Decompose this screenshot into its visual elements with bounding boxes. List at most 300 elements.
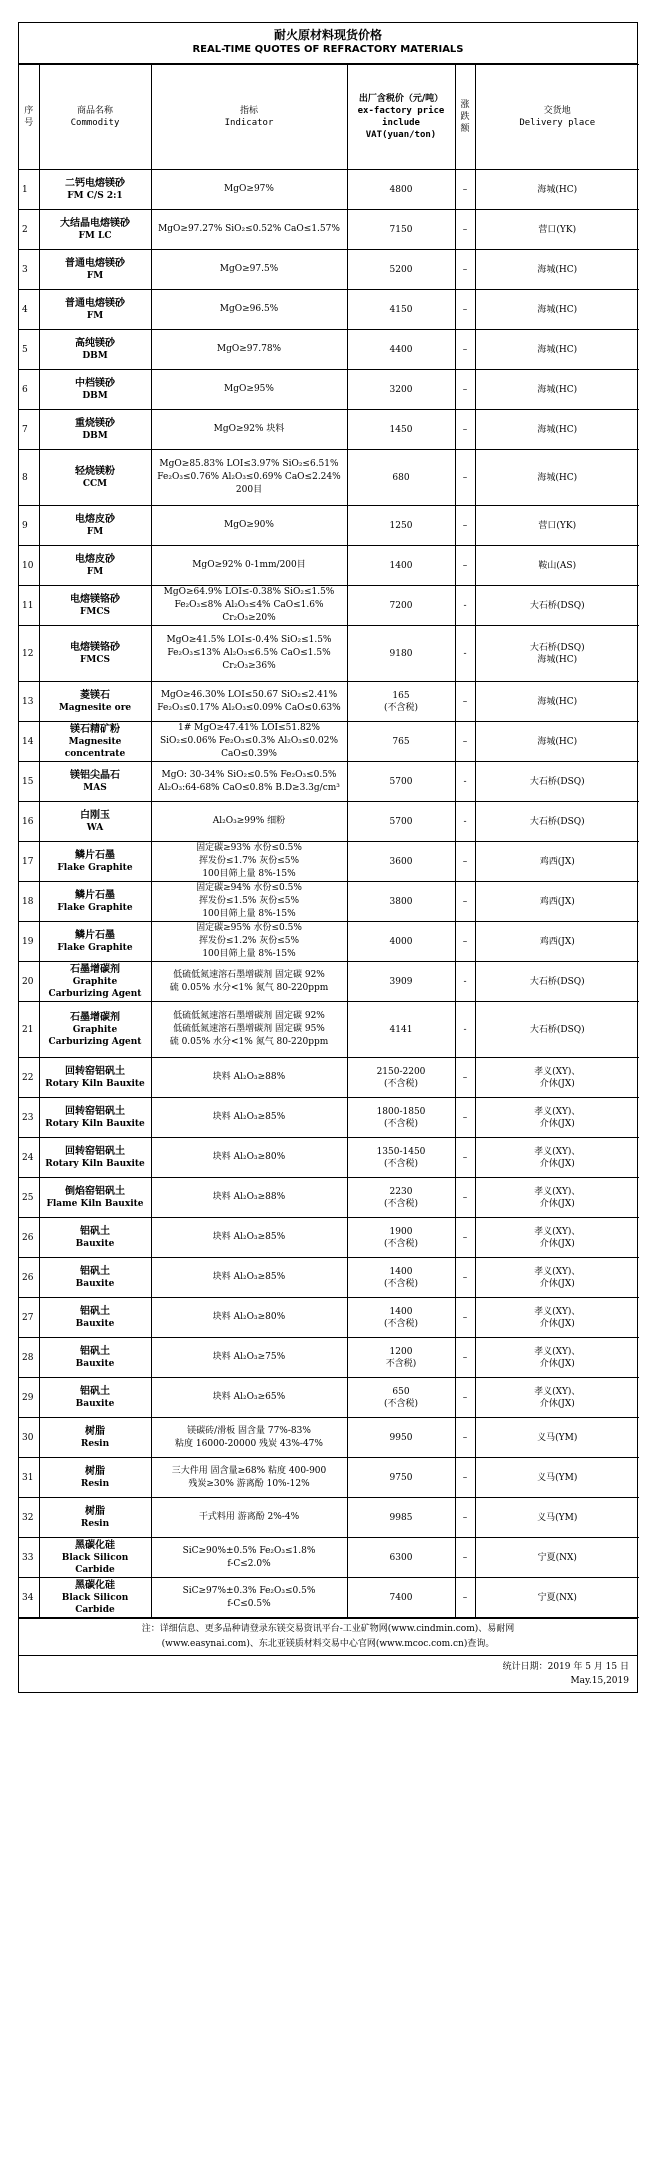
commodity-name-cn: 铝矾土	[80, 1226, 110, 1237]
commodity-name-en: Rotary Kiln Bauxite	[45, 1079, 145, 1089]
change-cell: –	[455, 370, 475, 410]
price-cell: 3600	[347, 842, 455, 882]
table-row	[19, 1218, 639, 1258]
commodity-cell	[39, 1178, 151, 1218]
delivery-cell: 鸡西(JX)	[475, 922, 639, 962]
commodity-name-en: FM	[86, 567, 104, 577]
price-cell: 680	[347, 450, 455, 506]
commodity-name-en: MAS	[83, 783, 107, 793]
commodity-name-cn: 回转窑铝矾土	[65, 1066, 125, 1077]
change-cell: –	[455, 1338, 475, 1378]
table-row	[19, 722, 639, 762]
footnote	[19, 1618, 637, 1655]
commodity-cell	[39, 722, 151, 762]
delivery-cell: 海城(HC)	[475, 370, 639, 410]
header-price-en: ex-factory price include VAT(yuan/ton)	[357, 106, 445, 140]
row-number: 7	[19, 410, 39, 450]
commodity-name-en: Bauxite	[75, 1239, 115, 1249]
change-cell: –	[455, 1298, 475, 1338]
indicator-cell: MgO≥92% 块料	[151, 410, 347, 450]
row-number: 5	[19, 330, 39, 370]
delivery-cell: 大石桥(DSQ)	[475, 586, 639, 626]
indicator-cell: 镁碳砖/滑板 固含量 77%-83% 粘度 16000-20000 残炭 43%-47%	[151, 1418, 347, 1458]
commodity-cell	[39, 1418, 151, 1458]
commodity-name-cn: 回转窑铝矾土	[65, 1146, 125, 1157]
row-number: 16	[19, 802, 39, 842]
commodity-name-en: FMCS	[79, 607, 110, 617]
commodity-cell	[39, 1538, 151, 1578]
commodity-cell	[39, 1458, 151, 1498]
header-seq: 序号	[19, 65, 39, 170]
indicator-cell: Al₂O₃≥99% 细粉	[151, 802, 347, 842]
row-number: 28	[19, 1338, 39, 1378]
delivery-cell: 鸡西(JX)	[475, 882, 639, 922]
table-row	[19, 1578, 639, 1618]
commodity-cell	[39, 506, 151, 546]
commodity-name-en: WA	[86, 823, 104, 833]
change-cell: –	[455, 1578, 475, 1618]
commodity-name-cn: 回转窑铝矾土	[65, 1106, 125, 1117]
indicator-cell: 1# MgO≥47.41% LOI≤51.82% SiO₂≤0.06% Fe₂O₃≤0.3% Al₂O₃≤0.02% CaO≤0.39%	[151, 722, 347, 762]
commodity-name-cn: 大结晶电熔镁砂	[60, 218, 130, 229]
change-cell: –	[455, 1378, 475, 1418]
row-number: 26	[19, 1258, 39, 1298]
row-number: 6	[19, 370, 39, 410]
delivery-cell: 海城(HC)	[475, 682, 639, 722]
table-row	[19, 882, 639, 922]
price-cell: 3200	[347, 370, 455, 410]
row-number: 2	[19, 210, 39, 250]
row-number: 3	[19, 250, 39, 290]
commodity-name-en: Graphite Carburizing Agent	[48, 977, 142, 999]
commodity-name-en: Flame Kiln Bauxite	[46, 1199, 144, 1209]
commodity-name-en: Magnesite concentrate	[64, 737, 126, 759]
footnote-line-1: 注：详细信息、更多品种请登录东镁交易资讯平台-工业矿物网(www.cindmin.com)、易耐网	[141, 1624, 515, 1634]
row-number: 1	[19, 170, 39, 210]
commodity-name-cn: 铝矾土	[80, 1266, 110, 1277]
indicator-cell: MgO≥64.9% LOI≤-0.38% SiO₂≤1.5% Fe₂O₃≤8% Al₂O₃≤4% CaO≤1.6% Cr₂O₃≥20%	[151, 586, 347, 626]
commodity-name-en: DBM	[82, 431, 108, 441]
commodity-name-cn: 铝矾土	[80, 1346, 110, 1357]
delivery-cell: 海城(HC)	[475, 290, 639, 330]
commodity-name-en: Flake Graphite	[57, 943, 133, 953]
commodity-name-en: Resin	[80, 1439, 110, 1449]
commodity-name-cn: 菱镁石	[80, 690, 110, 701]
commodity-name-en: Resin	[80, 1519, 110, 1529]
commodity-cell	[39, 842, 151, 882]
row-number: 31	[19, 1458, 39, 1498]
row-number: 19	[19, 922, 39, 962]
table-row	[19, 506, 639, 546]
table-row	[19, 290, 639, 330]
commodity-cell	[39, 370, 151, 410]
delivery-cell: 孝义(XY)、 介休(JX)	[475, 1058, 639, 1098]
table-row	[19, 626, 639, 682]
indicator-cell: 块料 Al₂O₃≥85%	[151, 1218, 347, 1258]
change-cell: –	[455, 210, 475, 250]
commodity-name-cn: 倒焰窑铝矾土	[65, 1186, 125, 1197]
commodity-cell	[39, 1378, 151, 1418]
commodity-name-en: FM	[86, 311, 104, 321]
header-price-cn: 出厂含税价（元/吨）	[358, 94, 444, 104]
indicator-cell: MgO≥90%	[151, 506, 347, 546]
change-cell: –	[455, 450, 475, 506]
commodity-name-en: Graphite Carburizing Agent	[48, 1025, 142, 1047]
table-row	[19, 1002, 639, 1058]
table-row	[19, 410, 639, 450]
commodity-name-cn: 铝矾土	[80, 1386, 110, 1397]
header-indicator-cn: 指标	[239, 106, 258, 116]
table-row	[19, 1178, 639, 1218]
commodity-name-en: DBM	[82, 351, 108, 361]
indicator-cell: MgO≥97.78%	[151, 330, 347, 370]
commodity-name-en: FM	[86, 527, 104, 537]
price-cell: 6300	[347, 1538, 455, 1578]
price-cell: 1350-1450 (不含税)	[347, 1138, 455, 1178]
commodity-cell	[39, 170, 151, 210]
date-en: May.15,2019	[570, 1676, 629, 1686]
table-row	[19, 762, 639, 802]
indicator-cell: 低硫低氮速溶石墨增碳剂 固定碳 92% 硫 0.05% 水分<1% 氮气 80-220ppm	[151, 962, 347, 1002]
delivery-cell: 营口(YK)	[475, 210, 639, 250]
commodity-cell	[39, 682, 151, 722]
indicator-cell: MgO: 30-34% SiO₂≤0.5% Fe₂O₃≤0.5% Al₂O₃:64-68% CaO≤0.8% B.D≥3.3g/cm³	[151, 762, 347, 802]
change-cell: –	[455, 546, 475, 586]
header-commodity-cn: 商品名称	[76, 106, 113, 116]
price-cell: 4000	[347, 922, 455, 962]
table-row	[19, 1498, 639, 1538]
header-indicator	[151, 65, 347, 170]
commodity-cell	[39, 1338, 151, 1378]
price-sheet	[18, 22, 638, 1693]
commodity-name-en: Bauxite	[75, 1319, 115, 1329]
change-cell: –	[455, 1178, 475, 1218]
price-cell: 4400	[347, 330, 455, 370]
commodity-name-en: Rotary Kiln Bauxite	[45, 1159, 145, 1169]
commodity-name-cn: 树脂	[85, 1506, 105, 1517]
indicator-cell: MgO≥97%	[151, 170, 347, 210]
change-cell: -	[455, 962, 475, 1002]
table-row	[19, 1538, 639, 1578]
indicator-cell: MgO≥46.30% LOI≤50.67 SiO₂≤2.41% Fe₂O₃≤0.17% Al₂O₃≤0.09% CaO≤0.63%	[151, 682, 347, 722]
delivery-cell: 海城(HC)	[475, 722, 639, 762]
row-number: 8	[19, 450, 39, 506]
table-row	[19, 1098, 639, 1138]
change-cell: –	[455, 1258, 475, 1298]
commodity-name-cn: 二钙电熔镁砂	[65, 178, 125, 189]
indicator-cell: 固定碳≥94% 水份≤0.5% 挥发份≤1.5% 灰份≤5% 100目筛上量 8%-15%	[151, 882, 347, 922]
delivery-cell: 大石桥(DSQ)	[475, 962, 639, 1002]
change-cell: -	[455, 762, 475, 802]
delivery-cell: 大石桥(DSQ)	[475, 762, 639, 802]
delivery-cell: 海城(HC)	[475, 330, 639, 370]
delivery-cell: 大石桥(DSQ)	[475, 802, 639, 842]
price-cell: 1200 不含税)	[347, 1338, 455, 1378]
indicator-cell: 块料 Al₂O₃≥80%	[151, 1298, 347, 1338]
table-row	[19, 1298, 639, 1338]
price-cell: 7200	[347, 586, 455, 626]
indicator-cell: 固定碳≥95% 水份≤0.5% 挥发份≤1.2% 灰份≤5% 100目筛上量 8%-15%	[151, 922, 347, 962]
change-cell: –	[455, 842, 475, 882]
delivery-cell: 鸡西(JX)	[475, 842, 639, 882]
commodity-name-cn: 高纯镁砂	[75, 338, 115, 349]
commodity-name-en: FM	[86, 271, 104, 281]
header-indicator-en: Indicator	[224, 118, 274, 128]
change-cell: –	[455, 1058, 475, 1098]
row-number: 20	[19, 962, 39, 1002]
commodity-cell	[39, 802, 151, 842]
header-commodity	[39, 65, 151, 170]
table-body	[19, 170, 639, 1618]
row-number: 4	[19, 290, 39, 330]
row-number: 17	[19, 842, 39, 882]
commodity-name-cn: 电熔皮砂	[75, 514, 115, 525]
commodity-cell	[39, 1138, 151, 1178]
change-cell: –	[455, 290, 475, 330]
header-delivery-cn: 交货地	[543, 106, 571, 116]
commodity-name-cn: 黑碳化硅	[75, 1580, 115, 1591]
commodity-cell	[39, 1258, 151, 1298]
row-number: 25	[19, 1178, 39, 1218]
commodity-name-cn: 树脂	[85, 1466, 105, 1477]
commodity-name-en: Black Silicon Carbide	[61, 1553, 129, 1575]
price-cell: 4150	[347, 290, 455, 330]
delivery-cell: 孝义(XY)、 介休(JX)	[475, 1138, 639, 1178]
table-row	[19, 450, 639, 506]
commodity-cell	[39, 1218, 151, 1258]
statistics-date	[19, 1655, 637, 1692]
row-number: 15	[19, 762, 39, 802]
delivery-cell: 义马(YM)	[475, 1458, 639, 1498]
change-cell: –	[455, 170, 475, 210]
price-cell: 1250	[347, 506, 455, 546]
page-subtitle: REAL-TIME QUOTES OF REFRACTORY MATERIALS	[192, 44, 464, 55]
commodity-cell	[39, 1498, 151, 1538]
indicator-cell: 块料 Al₂O₃≥88%	[151, 1178, 347, 1218]
header-row	[19, 65, 639, 170]
price-cell: 5700	[347, 802, 455, 842]
commodity-cell	[39, 546, 151, 586]
commodity-name-cn: 石墨增碳剂	[70, 1012, 120, 1023]
delivery-cell: 海城(HC)	[475, 250, 639, 290]
row-number: 30	[19, 1418, 39, 1458]
commodity-cell	[39, 1578, 151, 1618]
delivery-cell: 孝义(XY)、 介休(JX)	[475, 1258, 639, 1298]
change-cell: –	[455, 682, 475, 722]
row-number: 9	[19, 506, 39, 546]
commodity-name-cn: 树脂	[85, 1426, 105, 1437]
indicator-cell: MgO≥92% 0-1mm/200目	[151, 546, 347, 586]
price-cell: 4800	[347, 170, 455, 210]
change-cell: -	[455, 626, 475, 682]
commodity-name-cn: 白刚玉	[80, 810, 110, 821]
indicator-cell: MgO≥85.83% LOI≤3.97% SiO₂≤6.51% Fe₂O₃≤0.76% Al₂O₃≤0.69% CaO≤2.24% 200目	[151, 450, 347, 506]
price-cell: 1400	[347, 546, 455, 586]
commodity-name-en: CCM	[82, 479, 108, 489]
commodity-name-en: FMCS	[79, 655, 110, 665]
indicator-cell: SiC≥97%±0.3% Fe₂O₃≤0.5% f-C≤0.5%	[151, 1578, 347, 1618]
change-cell: –	[455, 1498, 475, 1538]
change-cell: –	[455, 1138, 475, 1178]
header-delivery-en: Delivery place	[519, 118, 596, 128]
price-cell: 2230 (不含税)	[347, 1178, 455, 1218]
price-cell: 165 (不含税)	[347, 682, 455, 722]
price-cell: 9750	[347, 1458, 455, 1498]
price-cell: 1900 (不含税)	[347, 1218, 455, 1258]
commodity-name-cn: 轻烧镁粉	[75, 466, 115, 477]
table-row	[19, 842, 639, 882]
change-cell: –	[455, 1418, 475, 1458]
commodity-name-cn: 铝矾土	[80, 1306, 110, 1317]
change-cell: –	[455, 506, 475, 546]
commodity-name-cn: 镁铝尖晶石	[70, 770, 120, 781]
indicator-cell: MgO≥97.5%	[151, 250, 347, 290]
commodity-name-cn: 鳞片石墨	[75, 930, 115, 941]
indicator-cell: 块料 Al₂O₃≥75%	[151, 1338, 347, 1378]
indicator-cell: 低硫低氮速溶石墨增碳剂 固定碳 92% 低硫低氮速溶石墨增碳剂 固定碳 95% 硫 0.05% 水分<1% 氮气 80-220ppm	[151, 1002, 347, 1058]
table-row	[19, 1138, 639, 1178]
commodity-cell	[39, 1002, 151, 1058]
row-number: 24	[19, 1138, 39, 1178]
indicator-cell: 块料 Al₂O₃≥85%	[151, 1258, 347, 1298]
commodity-cell	[39, 1298, 151, 1338]
header-commodity-en: Commodity	[70, 118, 120, 128]
delivery-cell: 宁夏(NX)	[475, 1538, 639, 1578]
row-number: 13	[19, 682, 39, 722]
commodity-name-en: FM C/S 2:1	[67, 191, 123, 201]
table-row	[19, 370, 639, 410]
table-row	[19, 922, 639, 962]
footnote-line-2: (www.easynai.com)、东北亚镁质材料交易中心官网(www.mcoc.com.cn)查询。	[161, 1639, 495, 1649]
table-row	[19, 1418, 639, 1458]
delivery-cell: 鞍山(AS)	[475, 546, 639, 586]
delivery-cell: 营口(YK)	[475, 506, 639, 546]
commodity-name-en: FM LC	[78, 231, 112, 241]
commodity-name-cn: 电熔镁铬砂	[70, 642, 120, 653]
row-number: 34	[19, 1578, 39, 1618]
commodity-name-cn: 电熔皮砂	[75, 554, 115, 565]
indicator-cell: 三大件用 固含量≥68% 粘度 400-900 残炭≥30% 游离酚 10%-12%	[151, 1458, 347, 1498]
table-row	[19, 802, 639, 842]
indicator-cell: 干式料用 游离酚 2%-4%	[151, 1498, 347, 1538]
change-cell: –	[455, 1218, 475, 1258]
row-number: 32	[19, 1498, 39, 1538]
delivery-cell: 义马(YM)	[475, 1418, 639, 1458]
commodity-name-cn: 电熔镁铬砂	[70, 594, 120, 605]
table-row	[19, 1338, 639, 1378]
commodity-cell	[39, 1098, 151, 1138]
commodity-name-en: Bauxite	[75, 1359, 115, 1369]
delivery-cell: 宁夏(NX)	[475, 1578, 639, 1618]
delivery-cell: 大石桥(DSQ)	[475, 1002, 639, 1058]
header-price	[347, 65, 455, 170]
price-cell: 5700	[347, 762, 455, 802]
delivery-cell: 孝义(XY)、 介休(JX)	[475, 1178, 639, 1218]
indicator-cell: SiC≥90%±0.5% Fe₂O₃≤1.8% f-C≤2.0%	[151, 1538, 347, 1578]
price-cell: 1400 (不含税)	[347, 1258, 455, 1298]
commodity-cell	[39, 290, 151, 330]
delivery-cell: 孝义(XY)、 介休(JX)	[475, 1298, 639, 1338]
price-cell: 9950	[347, 1418, 455, 1458]
row-number: 26	[19, 1218, 39, 1258]
delivery-cell: 孝义(XY)、 介休(JX)	[475, 1218, 639, 1258]
delivery-cell: 海城(HC)	[475, 170, 639, 210]
indicator-cell: 块料 Al₂O₃≥85%	[151, 1098, 347, 1138]
commodity-name-en: DBM	[82, 391, 108, 401]
commodity-name-en: Bauxite	[75, 1399, 115, 1409]
change-cell: –	[455, 722, 475, 762]
commodity-cell	[39, 250, 151, 290]
price-cell: 5200	[347, 250, 455, 290]
table-row	[19, 546, 639, 586]
commodity-name-cn: 鳞片石墨	[75, 850, 115, 861]
table-row	[19, 1378, 639, 1418]
commodity-name-cn: 镁石精矿粉	[70, 724, 120, 735]
row-number: 12	[19, 626, 39, 682]
change-cell: –	[455, 330, 475, 370]
price-cell: 765	[347, 722, 455, 762]
table-row	[19, 330, 639, 370]
commodity-cell	[39, 626, 151, 682]
table-row	[19, 250, 639, 290]
commodity-cell	[39, 882, 151, 922]
date-cn: 统计日期：2019 年 5 月 15 日	[502, 1662, 629, 1672]
indicator-cell: MgO≥41.5% LOI≤-0.4% SiO₂≤1.5% Fe₂O₃≤13% Al₂O₃≤6.5% CaO≤1.5% Cr₂O₃≥36%	[151, 626, 347, 682]
table-row	[19, 1258, 639, 1298]
commodity-name-en: Bauxite	[75, 1279, 115, 1289]
commodity-cell	[39, 962, 151, 1002]
table-row	[19, 586, 639, 626]
commodity-name-cn: 石墨增碳剂	[70, 964, 120, 975]
commodity-name-en: Magnesite ore	[58, 703, 132, 713]
row-number: 33	[19, 1538, 39, 1578]
price-table	[19, 64, 639, 1618]
row-number: 21	[19, 1002, 39, 1058]
row-number: 10	[19, 546, 39, 586]
commodity-name-cn: 重烧镁砂	[75, 418, 115, 429]
price-cell: 1400 (不含税)	[347, 1298, 455, 1338]
commodity-cell	[39, 922, 151, 962]
delivery-cell: 义马(YM)	[475, 1498, 639, 1538]
table-row	[19, 1058, 639, 1098]
commodity-name-en: Black Silicon Carbide	[61, 1593, 129, 1615]
delivery-cell: 海城(HC)	[475, 410, 639, 450]
table-row	[19, 682, 639, 722]
commodity-name-en: Flake Graphite	[57, 903, 133, 913]
price-cell: 7400	[347, 1578, 455, 1618]
change-cell: -	[455, 586, 475, 626]
table-row	[19, 210, 639, 250]
header-change: 涨跌额	[455, 65, 475, 170]
price-cell: 7150	[347, 210, 455, 250]
commodity-cell	[39, 586, 151, 626]
delivery-cell: 大石桥(DSQ) 海城(HC)	[475, 626, 639, 682]
change-cell: –	[455, 1458, 475, 1498]
indicator-cell: MgO≥97.27% SiO₂≤0.52% CaO≤1.57%	[151, 210, 347, 250]
indicator-cell: 块料 Al₂O₃≥88%	[151, 1058, 347, 1098]
commodity-cell	[39, 1058, 151, 1098]
change-cell: –	[455, 410, 475, 450]
price-cell: 3800	[347, 882, 455, 922]
delivery-cell: 孝义(XY)、 介休(JX)	[475, 1378, 639, 1418]
price-cell: 9180	[347, 626, 455, 682]
row-number: 27	[19, 1298, 39, 1338]
commodity-name-cn: 普通电熔镁砂	[65, 298, 125, 309]
indicator-cell: 块料 Al₂O₃≥65%	[151, 1378, 347, 1418]
page-title: 耐火原材料现货价格	[273, 28, 382, 42]
row-number: 22	[19, 1058, 39, 1098]
change-cell: –	[455, 1098, 475, 1138]
